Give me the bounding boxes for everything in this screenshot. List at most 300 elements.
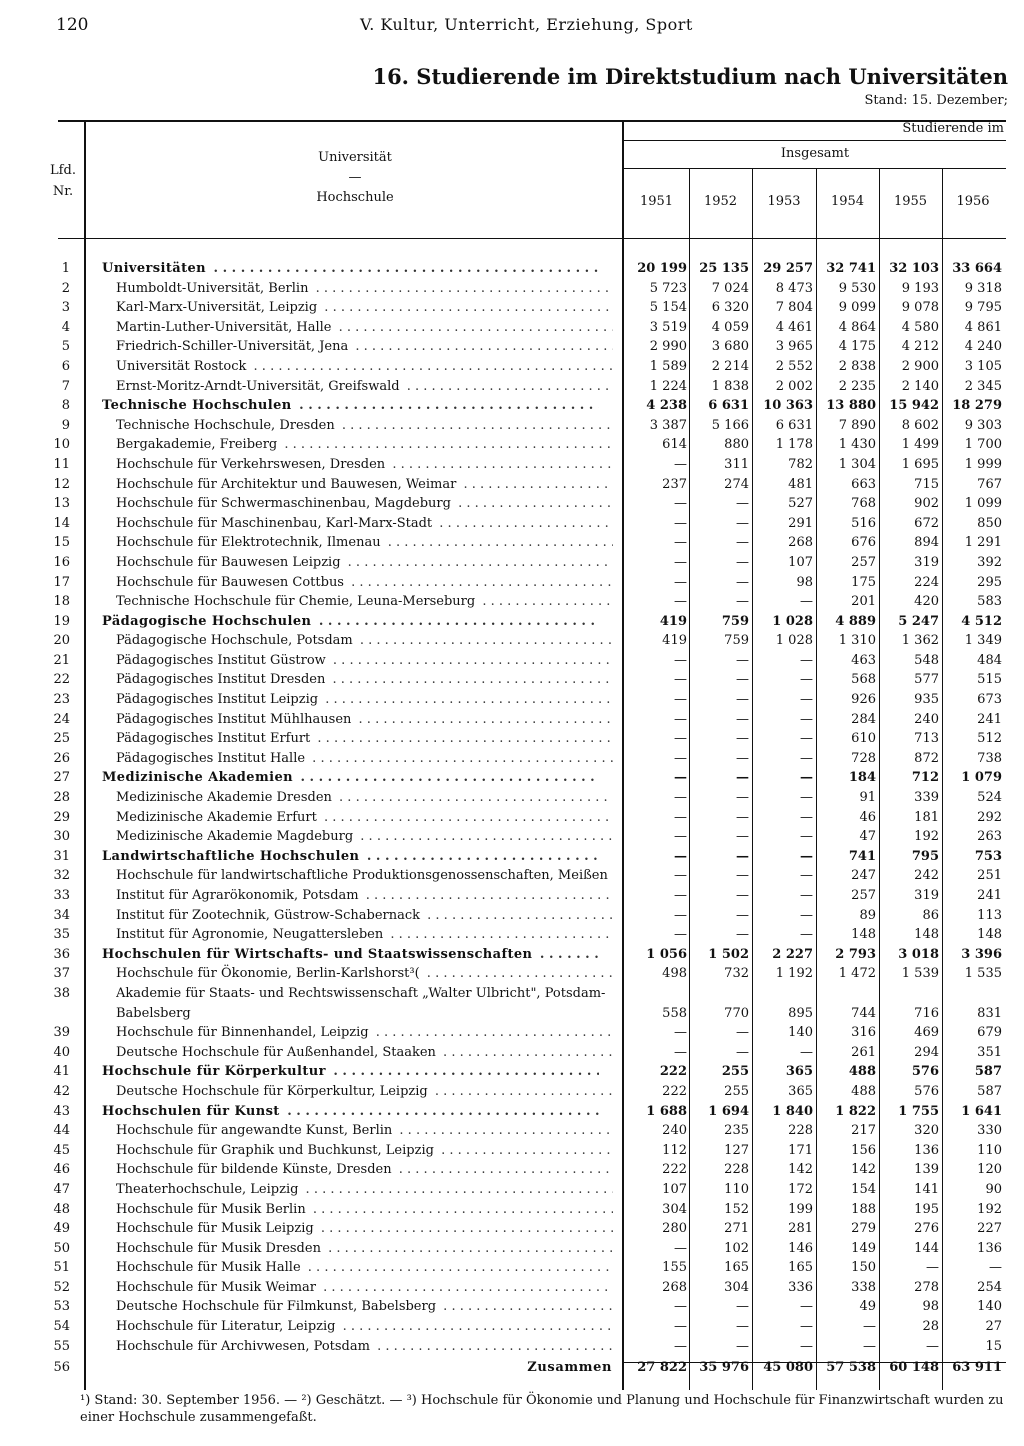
value-cell: — — [800, 1299, 813, 1315]
institution-name — [116, 788, 613, 808]
value-cell: 228 — [788, 1123, 813, 1139]
value-cell: 10 363 — [763, 398, 813, 414]
value-cell: 140 — [977, 1299, 1002, 1315]
table-row — [0, 357, 1024, 377]
value-cell: 1 840 — [772, 1103, 813, 1119]
value-cell: 738 — [977, 750, 1002, 766]
value-cell: 753 — [974, 848, 1002, 864]
row-number: 25 — [53, 731, 70, 747]
value-cell: 9 078 — [901, 300, 939, 316]
value-cell: 2 140 — [901, 378, 939, 394]
row-number: 52 — [53, 1279, 70, 1295]
row-number: 37 — [53, 966, 70, 982]
institution-label: Pädagogische Hochschule, Potsdam — [116, 633, 356, 648]
value-cell: — — [800, 731, 813, 747]
institution-label: Karl-Marx-Universität, Leipzig — [116, 300, 320, 315]
row-number: 32 — [53, 868, 70, 884]
table-row — [0, 1180, 1024, 1200]
value-cell: 469 — [914, 1025, 939, 1041]
institution-label: Hochschule für Literatur, Leipzig — [116, 1319, 338, 1334]
value-cell: — — [736, 652, 749, 668]
value-cell: 2 793 — [835, 946, 876, 962]
table-row — [0, 906, 1024, 926]
value-cell: — — [674, 1299, 687, 1315]
table-row — [0, 886, 1024, 906]
value-cell: 319 — [914, 888, 939, 903]
institution-name — [116, 690, 613, 710]
value-cell: — — [674, 927, 687, 943]
value-cell: 165 — [788, 1260, 813, 1276]
institution-label: Pädagogisches Institut Dresden — [116, 672, 328, 687]
institution-name — [116, 377, 613, 397]
value-cell: 139 — [914, 1162, 939, 1178]
value-cell: 241 — [977, 888, 1002, 903]
value-cell: 6 320 — [711, 300, 749, 316]
row-number: 3 — [61, 300, 70, 316]
value-cell: — — [674, 1240, 687, 1256]
value-cell: 587 — [974, 1064, 1002, 1080]
value-cell: — — [800, 907, 813, 923]
value-cell: 136 — [977, 1240, 1002, 1256]
institution-label: Hochschule für Bauwesen Cottbus — [116, 575, 347, 590]
row-number: 34 — [53, 907, 70, 923]
value-cell: — — [674, 888, 687, 903]
row-number: 4 — [61, 319, 70, 335]
row-number: 54 — [53, 1319, 70, 1335]
value-cell: — — [736, 750, 749, 766]
table-row — [0, 494, 1024, 514]
institution-label: Ernst-Moritz-Arndt-Universität, Greifswald — [116, 379, 403, 394]
value-cell: — — [736, 809, 749, 825]
value-cell: — — [674, 535, 687, 551]
value-cell: 247 — [851, 868, 876, 884]
header-year-1955: 1955 — [893, 194, 928, 209]
institution-label: Hochschule für Architektur und Bauwesen, Weimar — [116, 477, 459, 492]
value-cell: — — [736, 731, 749, 747]
row-number: 17 — [53, 574, 70, 590]
value-cell: — — [863, 1319, 876, 1335]
value-cell: 2 235 — [838, 378, 876, 394]
value-cell: — — [736, 1338, 749, 1354]
value-cell: — — [800, 692, 813, 708]
table-row — [0, 1278, 1024, 1298]
value-cell: 1 499 — [901, 437, 939, 453]
institution-name — [116, 1180, 613, 1200]
value-cell: 1 822 — [835, 1103, 876, 1119]
value-cell: 254 — [977, 1279, 1002, 1295]
institution-name — [116, 964, 613, 984]
value-cell: — — [736, 868, 749, 884]
institution-label: Technische Hochschulen — [102, 398, 295, 413]
value-cell: 3 018 — [898, 946, 939, 962]
table-row — [0, 651, 1024, 671]
value-cell: 140 — [788, 1025, 813, 1041]
value-cell: 224 — [914, 574, 939, 590]
value-cell: — — [674, 652, 687, 668]
row-number: 11 — [53, 456, 70, 472]
row-number: 10 — [53, 437, 70, 453]
header-year-1951: 1951 — [639, 194, 674, 209]
value-cell: 20 199 — [637, 261, 687, 276]
institution-label: Hochschule für Körperkultur — [102, 1064, 329, 1079]
table-row — [0, 788, 1024, 808]
value-cell: 1 291 — [964, 535, 1002, 551]
value-cell: — — [674, 750, 687, 766]
value-cell: — — [736, 594, 749, 610]
institution-label: Hochschule für angewandte Kunst, Berlin — [116, 1123, 395, 1138]
row-number: 15 — [53, 535, 70, 551]
row-number: 14 — [53, 515, 70, 531]
value-cell: — — [800, 848, 813, 864]
value-cell: — — [674, 1338, 687, 1354]
table-row — [0, 514, 1024, 534]
value-cell: 148 — [977, 927, 1002, 943]
institution-label: Hochschule für Musik Weimar — [116, 1280, 319, 1295]
value-cell: — — [926, 1338, 939, 1354]
value-cell: 1 079 — [961, 770, 1002, 786]
value-cell: 188 — [851, 1201, 876, 1217]
value-cell: — — [989, 1260, 1002, 1276]
institution-label: Universitäten — [102, 261, 209, 276]
value-cell: 86 — [922, 907, 939, 923]
table-row — [0, 298, 1024, 318]
institution-name — [116, 670, 613, 690]
value-cell: — — [674, 594, 687, 610]
value-cell: 15 942 — [889, 398, 939, 414]
table-row — [0, 279, 1024, 299]
value-cell: 420 — [914, 594, 939, 610]
value-cell: 320 — [914, 1123, 939, 1139]
value-cell: — — [800, 829, 813, 845]
value-cell: 25 135 — [699, 261, 749, 276]
row-number: 16 — [53, 554, 70, 570]
header-year-1952: 1952 — [703, 194, 738, 209]
value-cell: 767 — [977, 476, 1002, 492]
value-cell: 107 — [788, 554, 813, 570]
table-row — [0, 435, 1024, 455]
group-label — [102, 259, 599, 279]
value-cell: 2 838 — [838, 358, 876, 374]
row-number: 31 — [53, 848, 70, 864]
value-cell: 419 — [659, 613, 687, 629]
value-cell: 47 — [859, 829, 876, 845]
value-cell: 1 028 — [775, 633, 813, 649]
institution-name — [116, 553, 613, 573]
value-cell: — — [736, 770, 749, 786]
institution-label: Hochschulen für Wirtschafts- und Staatswissenschaften — [102, 947, 535, 962]
value-cell: 8 473 — [775, 280, 813, 296]
table-row — [0, 318, 1024, 338]
institution-name — [116, 1082, 613, 1102]
value-cell: — — [736, 496, 749, 512]
row-number: 53 — [53, 1299, 70, 1315]
table-row — [0, 1219, 1024, 1239]
value-cell: 1 700 — [964, 437, 1002, 453]
value-cell: 676 — [851, 535, 876, 551]
value-cell: 316 — [851, 1025, 876, 1041]
value-cell: 91 — [859, 790, 876, 806]
table-row — [0, 768, 1024, 788]
institution-label: Hochschule für Musik Halle — [116, 1260, 304, 1275]
institution-name — [116, 1258, 613, 1278]
value-cell: 304 — [662, 1201, 687, 1217]
institution-label: Humboldt-Universität, Berlin — [116, 281, 311, 296]
value-cell: 1 694 — [708, 1103, 749, 1119]
institution-label: Pädagogisches Institut Mühlhausen — [116, 712, 354, 727]
institution-name — [116, 455, 613, 475]
value-cell: 1 755 — [898, 1103, 939, 1119]
institution-name — [116, 435, 613, 455]
value-cell: 1 688 — [646, 1103, 687, 1119]
studierende-rule — [624, 140, 1006, 141]
top-rule — [58, 120, 1006, 122]
value-cell: 759 — [724, 633, 749, 649]
institution-name — [116, 1278, 613, 1298]
value-cell: 365 — [785, 1064, 813, 1080]
table-row — [0, 964, 1024, 984]
value-cell: 156 — [851, 1142, 876, 1158]
footnote: ¹) Stand: 30. September 1956. — ²) Geschätzt. — ³) Hochschule für Ökonomie und Planung und Hochschule für Finanzwirtschaft wurden zu einer Hochschule zusammengefaßt. — [80, 1393, 1004, 1425]
row-number: 46 — [53, 1162, 70, 1178]
table-row — [0, 1082, 1024, 1102]
table-body — [0, 259, 1024, 1379]
value-cell: 673 — [977, 692, 1002, 708]
value-cell: — — [736, 515, 749, 531]
total-label: Zusammen — [527, 1360, 612, 1376]
value-cell: 741 — [848, 848, 876, 864]
value-cell: 284 — [851, 711, 876, 727]
value-cell: 336 — [788, 1279, 813, 1295]
value-cell: 222 — [659, 1064, 687, 1080]
institution-name — [116, 1160, 613, 1180]
value-cell: 112 — [662, 1142, 687, 1158]
value-cell: 1 056 — [646, 946, 687, 962]
row-number: 8 — [61, 398, 70, 414]
value-cell: — — [800, 652, 813, 668]
institution-name — [116, 337, 613, 357]
row-number: 2 — [61, 280, 70, 296]
value-cell: 199 — [788, 1201, 813, 1217]
institution-label: Hochschule für Musik Dresden — [116, 1241, 324, 1256]
group-label — [102, 847, 599, 867]
value-cell: 227 — [977, 1221, 1002, 1237]
value-cell: 18 279 — [952, 398, 1002, 414]
value-cell: 365 — [788, 1083, 813, 1099]
table-row — [0, 631, 1024, 651]
value-cell: — — [674, 711, 687, 727]
value-cell: 136 — [914, 1142, 939, 1158]
value-cell: 463 — [851, 652, 876, 668]
group-label — [102, 396, 599, 416]
value-cell: — — [800, 1319, 813, 1335]
row-number: 41 — [53, 1064, 70, 1080]
value-cell: 113 — [977, 907, 1002, 923]
institution-label: Deutsche Hochschule für Körperkultur, Leipzig — [116, 1084, 431, 1099]
row-number: 22 — [53, 672, 70, 688]
value-cell: — — [674, 515, 687, 531]
value-cell: 107 — [662, 1181, 687, 1197]
table-row — [0, 1141, 1024, 1161]
value-cell: 9 099 — [838, 300, 876, 316]
row-number: 35 — [53, 927, 70, 943]
value-cell: 292 — [977, 809, 1002, 825]
value-cell: 280 — [662, 1221, 687, 1237]
value-cell: 155 — [662, 1260, 687, 1276]
value-cell: 759 — [721, 613, 749, 629]
value-cell: 4 461 — [775, 319, 813, 335]
value-cell: 330 — [977, 1123, 1002, 1139]
value-cell: — — [674, 907, 687, 923]
value-cell: 1 310 — [838, 633, 876, 649]
institution-name — [116, 984, 613, 1023]
value-cell: 744 — [851, 1005, 876, 1021]
institution-label: Bergakademie, Freiberg — [116, 437, 280, 452]
institution-label: Landwirtschaftliche Hochschulen — [102, 849, 362, 864]
value-cell: 27 — [985, 1319, 1002, 1335]
value-cell: — — [800, 809, 813, 825]
value-cell: 32 741 — [826, 261, 876, 276]
institution-name — [116, 1337, 613, 1357]
table-row — [0, 475, 1024, 495]
value-cell: 28 — [922, 1319, 939, 1335]
value-cell: 577 — [914, 672, 939, 688]
table-row — [0, 1258, 1024, 1278]
value-cell: — — [674, 770, 687, 786]
value-cell: 1 999 — [964, 456, 1002, 472]
institution-label: Pädagogisches Institut Leipzig — [116, 692, 321, 707]
row-number: 45 — [53, 1142, 70, 1158]
value-cell: 351 — [977, 1044, 1002, 1060]
value-cell: — — [736, 927, 749, 943]
table-row — [0, 1297, 1024, 1317]
table-row — [0, 533, 1024, 553]
institution-label: Pädagogische Hochschulen — [102, 614, 314, 629]
institution-name — [116, 1239, 613, 1259]
value-cell: 257 — [851, 888, 876, 903]
total-row — [0, 1358, 1024, 1379]
value-cell: — — [674, 574, 687, 590]
value-cell: — — [926, 1260, 939, 1276]
table-row — [0, 377, 1024, 397]
institution-name — [116, 416, 613, 436]
value-cell: — — [674, 790, 687, 806]
institution-label: Hochschule für Archivwesen, Potsdam — [116, 1339, 373, 1354]
value-cell: 255 — [724, 1083, 749, 1099]
value-cell: 102 — [724, 1240, 749, 1256]
value-cell: 172 — [788, 1181, 813, 1197]
value-cell: 2 552 — [775, 358, 813, 374]
total-value-cell: 27 822 — [637, 1360, 687, 1376]
institution-name — [116, 475, 613, 495]
value-cell: 1 304 — [838, 456, 876, 472]
row-number: 23 — [53, 692, 70, 708]
institution-label: Institut für Agrarökonomik, Potsdam — [116, 888, 362, 903]
total-value-cell: 63 911 — [952, 1360, 1002, 1376]
value-cell: 7 890 — [838, 417, 876, 433]
value-cell: 728 — [851, 750, 876, 766]
table-row — [0, 259, 1024, 279]
institution-label: Hochschulen für Kunst — [102, 1104, 283, 1119]
institution-name — [116, 827, 613, 847]
value-cell: 1 362 — [901, 633, 939, 649]
table-row — [0, 1121, 1024, 1141]
value-cell: 148 — [914, 927, 939, 943]
table-row — [0, 612, 1024, 632]
value-cell: 5 166 — [711, 417, 749, 433]
value-cell: 768 — [851, 496, 876, 512]
value-cell: 527 — [788, 496, 813, 512]
row-number: 39 — [53, 1025, 70, 1041]
value-cell: 512 — [977, 731, 1002, 747]
value-cell: — — [736, 535, 749, 551]
value-cell: 419 — [662, 633, 687, 649]
value-cell: 33 664 — [952, 261, 1002, 276]
row-number: 21 — [53, 652, 70, 668]
value-cell: 1 502 — [708, 946, 749, 962]
value-cell: 222 — [662, 1162, 687, 1178]
institution-label: Medizinische Akademie Erfurt — [116, 810, 320, 825]
institution-label: Medizinische Akademie Dresden — [116, 790, 335, 805]
institution-label: Hochschule für Bauwesen Leipzig — [116, 555, 344, 570]
value-cell: 8 602 — [901, 417, 939, 433]
value-cell: 251 — [977, 868, 1002, 884]
value-cell: 141 — [914, 1181, 939, 1197]
value-cell: 2 990 — [649, 339, 687, 355]
institution-name — [116, 631, 613, 651]
institution-name — [116, 925, 613, 945]
value-cell: 279 — [851, 1221, 876, 1237]
institution-label: Universität Rostock — [116, 359, 249, 374]
table-row — [0, 1239, 1024, 1259]
institution-label: Hochschule für Binnenhandel, Leipzig — [116, 1025, 372, 1040]
table-row — [0, 396, 1024, 416]
value-cell: 1 430 — [838, 437, 876, 453]
insgesamt-rule — [624, 168, 1006, 169]
table-row — [0, 416, 1024, 436]
table-row — [0, 1062, 1024, 1082]
institution-label: Medizinische Akademien — [102, 770, 296, 785]
row-number: 18 — [53, 594, 70, 610]
institution-name — [116, 651, 613, 671]
value-cell: — — [800, 750, 813, 766]
value-cell: 516 — [851, 515, 876, 531]
value-cell: — — [800, 888, 813, 903]
value-cell: 5 247 — [898, 613, 939, 629]
table-row — [0, 670, 1024, 690]
row-number: 26 — [53, 750, 70, 766]
value-cell: 1 472 — [838, 966, 876, 982]
value-cell: 872 — [914, 750, 939, 766]
institution-name — [116, 906, 613, 926]
value-cell: 268 — [788, 535, 813, 551]
value-cell: 242 — [914, 868, 939, 884]
value-cell: 2 002 — [775, 378, 813, 394]
value-cell: 46 — [859, 809, 876, 825]
institution-label: Hochschule für Graphik und Buchkunst, Leipzig — [116, 1143, 437, 1158]
header-dash: — — [348, 170, 362, 185]
value-cell: 926 — [851, 692, 876, 708]
row-number: 27 — [53, 770, 70, 786]
value-cell: 2 345 — [964, 378, 1002, 394]
value-cell: 481 — [788, 476, 813, 492]
value-cell: — — [863, 1338, 876, 1354]
value-cell: 241 — [977, 711, 1002, 727]
institution-label: Theaterhochschule, Leipzig — [116, 1182, 301, 1197]
table-row — [0, 690, 1024, 710]
value-cell: — — [674, 672, 687, 688]
value-cell: 679 — [977, 1025, 1002, 1041]
value-cell: 276 — [914, 1221, 939, 1237]
